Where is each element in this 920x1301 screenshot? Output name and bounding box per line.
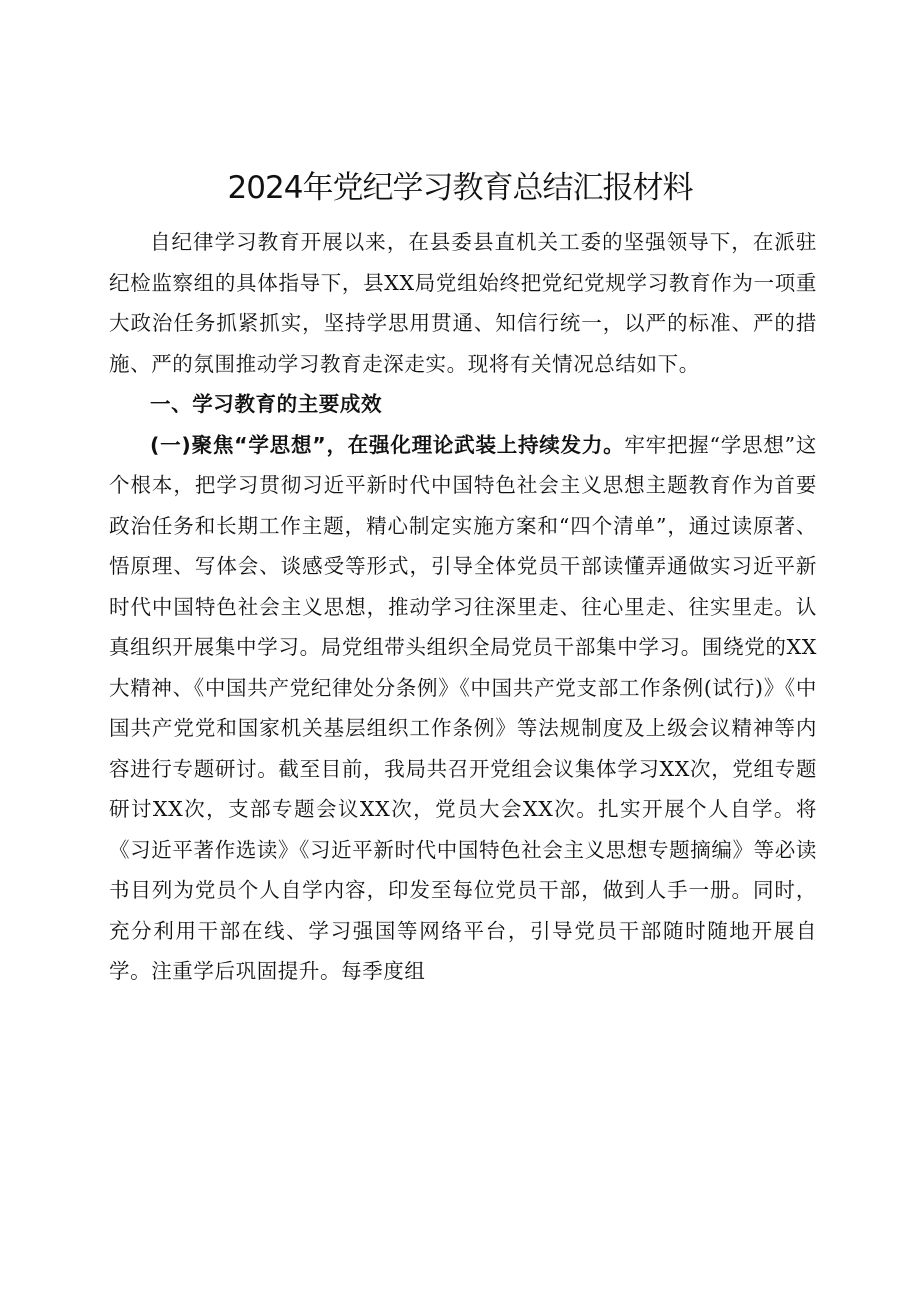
intro-paragraph: 自纪律学习教育开展以来，在县委县直机关工委的坚强领导下，在派驻纪检监察组的具体指导下，县XX局党组始终把党纪党规学习教育作为一项重大政治任务抓紧抓实，坚持学思用贯通、知信行统一，以严的标准、严的措施、严的氛围推动学习教育走深走实。现将有关情况总结如下。 [109,230,817,376]
section-heading: 一、学习教育的主要成效 [150,392,383,416]
document-body [109,222,817,992]
subsection-text: 牢牢把握“学思想”这个根本，把学习贯彻习近平新时代中国特色社会主义思想主题教育作为首要政治任务和长期工作主题，精心制定实施方案和“四个清单”，通过读原著、悟原理、写体会、谈感受等形式，引导全体党员干部读懂弄通做实习近平新时代中国特色社会主义思想，推动学习往深里走、往心里走、往实里走。认真组织开展集中学习。局党组带头组织全局党员干部集中学习。围绕党的XX大精神、《中国共产党纪律处分条例》《中国共产党支部工作条例(试行)》《中国共产党党和国家机关基层组织工作条例》等法规制度及上级会议精神等内容进行专题研讨。截至目前，我局共召开党组会议集体学习XX次，党组专题研讨XX次，支部专题会议XX次，党员大会XX次。扎实开展个人自学。将《习近平著作选读》《习近平新时代中国特色社会主义思想专题摘编》等必读书目列为党员个人自学内容，印发至每位党员干部，做到人手一册。同时，充分利用干部在线、学习强国等网络平台，引导党员干部随时随地开展自学。注重学后巩固提升。每季度组 [109,432,817,983]
subsection-lead: (一)聚焦“学思想”，在强化理论武装上持续发力。 [150,432,625,457]
subsection-paragraph [109,425,817,992]
document-title: 2024年党纪学习教育总结汇报材料 [227,170,693,206]
